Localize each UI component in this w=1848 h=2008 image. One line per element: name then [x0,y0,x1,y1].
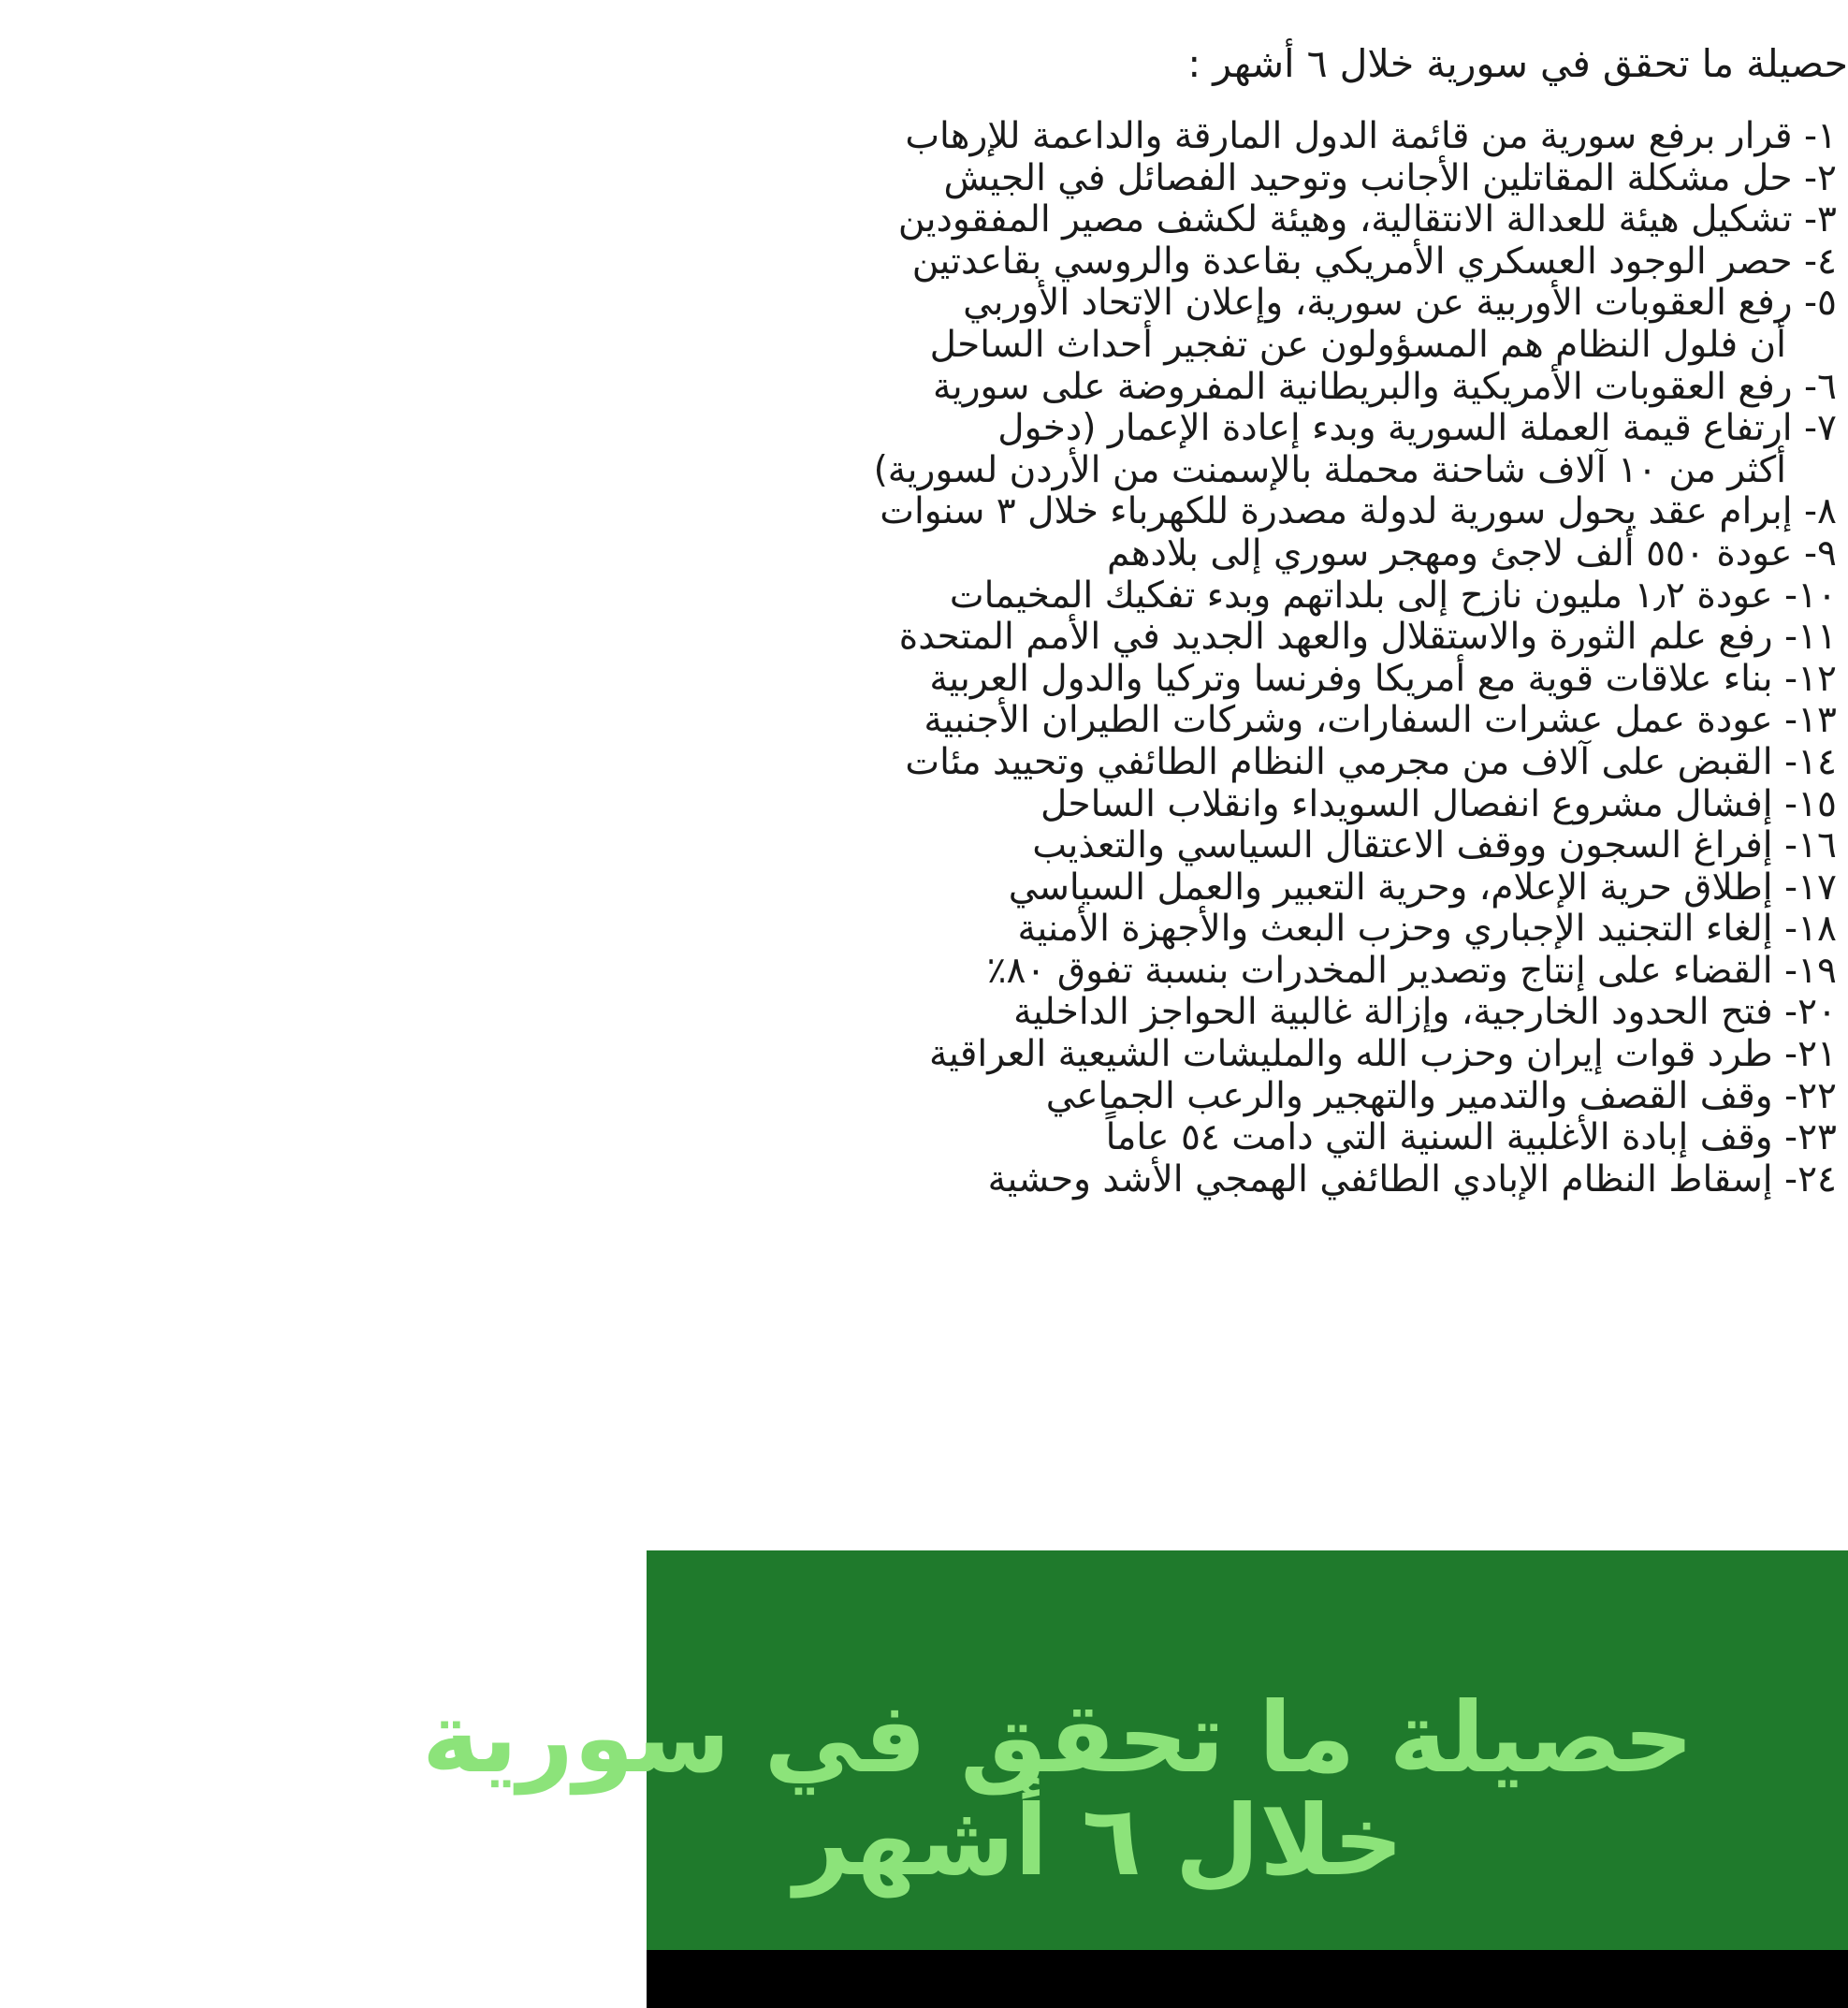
list-item-text: ٧- ارتفاع قيمة العملة السورية وبدء إعادة الإعمار (دخول [997,407,1837,450]
list-item [677,784,1837,826]
list-item [677,1076,1837,1118]
list-item-continuation: أكثر من ١٠ آلاف شاحنة محملة بالإسمنت من الأردن لسورية) [873,448,1786,491]
list-item [677,575,1837,618]
list-item [677,992,1837,1034]
list-item-continuation: أن فلول النظام هم المسؤولون عن تفجير أحداث الساحل [929,323,1786,366]
list-item-text: ٣- تشكيل هيئة للعدالة الانتقالية، وهيئة لكشف مصير المفقودين [897,198,1837,241]
banner-line-2: خلال ٦ أشهر [793,1783,1404,1898]
list-item [677,700,1837,742]
list-item [677,825,1837,867]
list-item-text: ١١- رفع علم الثورة والاستقلال والعهد الجديد في الأمم المتحدة [898,616,1837,659]
list-item-text: ١٥- إفشال مشروع انفصال السويداء وانقلاب الساحل [1040,782,1837,825]
list-item-text: ١- قرار برفع سورية من قائمة الدول المارقة والداعمة للإرهاب [905,115,1837,157]
list-item [677,199,1837,241]
list-item-text: ٤- حصر الوجود العسكري الأمريكي بقاعدة والروسي بقاعدتين [911,240,1837,283]
list-item [677,241,1837,284]
list-item-text: ٨- إبرام عقد يحول سورية لدولة مصدرة للكهرباء خلال ٣ سنوات [880,490,1837,533]
list-item [677,408,1837,491]
list-item [677,367,1837,409]
list-item [677,283,1837,366]
list-item [677,617,1837,659]
list-item-text: ٩- عودة ٥٥٠ ألف لاجئ ومهجر سوري إلى بلادهم [1106,531,1837,575]
list-item-text: ١٤- القبض على آلاف من مجرمي النظام الطائفي وتحييد مئات [905,740,1837,783]
list-item [677,867,1837,909]
list-item [677,1034,1837,1076]
list-item [677,1159,1837,1201]
list-item [677,533,1837,575]
list-item-text: ٢١- طرد قوات إيران وحزب الله والمليشات الشيعية العراقية [929,1033,1837,1076]
list-item-text: ١٣- عودة عمل عشرات السفارات، وشركات الطيران الأجنبية [924,699,1837,742]
list-item [677,116,1837,158]
list-item [677,742,1837,784]
list-item-text: ١٧- إطلاق حرية الإعلام، وحرية التعبير والعمل السياسي [1008,866,1837,909]
list-item-text: ٢- حل مشكلة المقاتلين الأجانب وتوحيد الفصائل في الجيش [943,156,1837,199]
list-item [677,491,1837,533]
list-item [677,158,1837,200]
document-panel [647,0,1848,1544]
list-item [677,1117,1837,1159]
achievements-list [677,116,1837,1200]
document-title: حصيلة ما تحقق في سورية خلال ٦ أشهر : [1187,41,1848,86]
list-item-text: ٢٣- وقف إبادة الأغلبية السنية التي دامت ٥٤ عاماً [1105,1116,1837,1159]
list-item-text: ٥- رفع العقوبات الأوربية عن سورية، وإعلان الاتحاد الأوربي [963,282,1837,325]
list-item-text: ١٠- عودة ١٫٢ مليون نازح إلى بلداتهم وبدء تفكيك المخيمات [949,574,1837,617]
list-item [677,659,1837,701]
bottom-bar [647,1950,1848,2008]
list-item-text: ١٢- بناء علاقات قوية مع أمريكا وفرنسا وتركيا والدول العربية [929,657,1837,700]
list-item [677,909,1837,951]
list-item [677,951,1837,993]
list-item-text: ١٩- القضاء على إنتاج وتصدير المخدرات بنسبة تفوق ٨٠٪ [986,949,1837,992]
banner-line-1: حصيلة ما تحقق في سورية [421,1681,1694,1795]
list-item-text: ٦- رفع العقوبات الأمريكية والبريطانية المفروضة على سورية [932,365,1837,408]
list-item-text: ٢٠- فتح الحدود الخارجية، وإزالة غالبية الحواجز الداخلية [1013,991,1837,1034]
list-item-text: ١٨- إلغاء التجنيد الإجباري وحزب البعث والأجهزة الأمنية [1017,908,1837,951]
list-item-text: ٢٤- إسقاط النظام الإبادي الطائفي الهمجي الأشد وحشية [987,1157,1837,1200]
title-banner [421,1550,1848,1950]
list-item-text: ١٦- إفراغ السجون ووقف الاعتقال السياسي والتعذيب [1032,824,1837,867]
list-item-text: ٢٢- وقف القصف والتدمير والتهجير والرعب الجماعي [1045,1074,1837,1117]
